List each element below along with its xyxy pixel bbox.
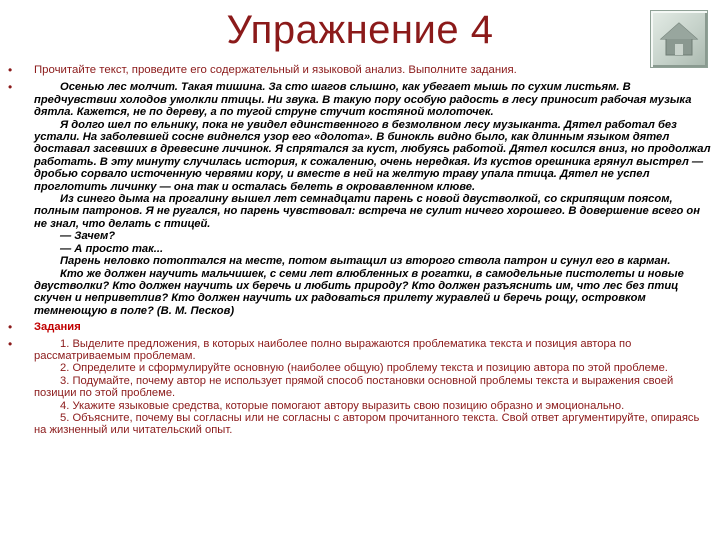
text-paragraph: — А просто так...: [60, 242, 164, 255]
text-paragraph: Осенью лес молчит. Такая тишина. За сто шагов слышно, как убегает мышь по сухим листьям. В предчувствии холодов умолкли птицы. Ни звука. В такую пору особую радость в лесу приносит рабочая музыка дятла. Кажется, не по дереву, а по тугой струне стучит костяной молоточек.: [34, 81, 692, 119]
text-paragraph: Я долго шел по ельнику, пока не увидел единственного в безмолвном лесу музыканта. Дятел работал без устали. На заболевшей сосне виднелся узор его «долота». В бинокль видно было, как длинным языком дятел доставал засевших в древесине личинок. Я спрятался за куст, любуясь работой. Дятел косился вниз, но продолжал работать. В эту минуту случилась история, к сожалению, очень нередкая. Из кустов орешника грянул выстрел — дробью сорвало источенную червями кору, и вместе в ней на желтую траву упала птица. Дятел не успел проглотить личинку — она так и осталась белеть в окровавленном клюве.: [34, 118, 711, 193]
task-item: 5. Объясните, почему вы согласны или не согласны с автором прочитанного текста. Свой ответ аргументируйте, опираясь на жизненный или читательский опыт.: [34, 411, 700, 437]
bullet-marker: •: [8, 63, 13, 77]
text-paragraph: Парень неловко потоптался на месте, потом вытащил из второго ствола патрон и сунул его в карман.: [60, 255, 671, 268]
slide-content: [6, 64, 712, 437]
text-paragraph: — Зачем?: [60, 230, 116, 243]
bullet-marker: •: [8, 336, 13, 351]
bullet-intro: [6, 64, 712, 76]
intro-text: Прочитайте текст, проведите его содержательный и языковой анализ. Выполните задания.: [34, 64, 517, 76]
reading-text: [34, 81, 712, 317]
task-item: 1. Выделите предложения, в которых наиболее полно выражаются проблематика текста и позиция автора по рассматриваемым проблемам.: [34, 337, 632, 362]
home-icon: [659, 19, 699, 59]
bullet-tasks: [6, 338, 712, 437]
bullet-marker: •: [8, 80, 13, 95]
tasks-heading: Задания: [34, 321, 81, 334]
text-paragraph: Кто же должен научить мальчишек, с семи лет влюбленных в рогатки, в самодельные пистолеты и новые двустволки? Кто должен научить их беречь и любить природу? Кто должен разъяснить им, что лес без птиц скучен и неприветлив? Кто должен научить их радоваться прилету журавлей и беречь рощу, островком темнеющую в поле? (В. М. Песков): [34, 267, 684, 317]
slide-title: Упражнение 4: [226, 8, 494, 52]
bullet-tasks-heading: [6, 321, 712, 333]
bullet-marker: •: [8, 320, 13, 335]
home-button[interactable]: [650, 10, 708, 68]
bullet-text: [6, 81, 712, 317]
tasks-list: [34, 338, 712, 437]
task-item: 4. Укажите языковые средства, которые помогают автору выразить свою позицию образно и эмоционально.: [60, 399, 625, 412]
task-item: 2. Определите и сформулируйте основную (наиболее общую) проблему текста и позицию автора по этой проблеме.: [60, 362, 668, 375]
task-item: 3. Подумайте, почему автор не использует прямой способ постановки основной проблемы текста и выражения своей позиции по этой проблеме.: [34, 374, 674, 400]
text-paragraph: Из синего дыма на прогалину вышел лет семнадцати парень с новой двустволкой, со скрипящим поясом, полным патронов. Я не ругался, но парень чувствовал: встреча не сулит ничего хорошего. В довершение всего он не знал, что делать с птицей.: [34, 193, 701, 230]
